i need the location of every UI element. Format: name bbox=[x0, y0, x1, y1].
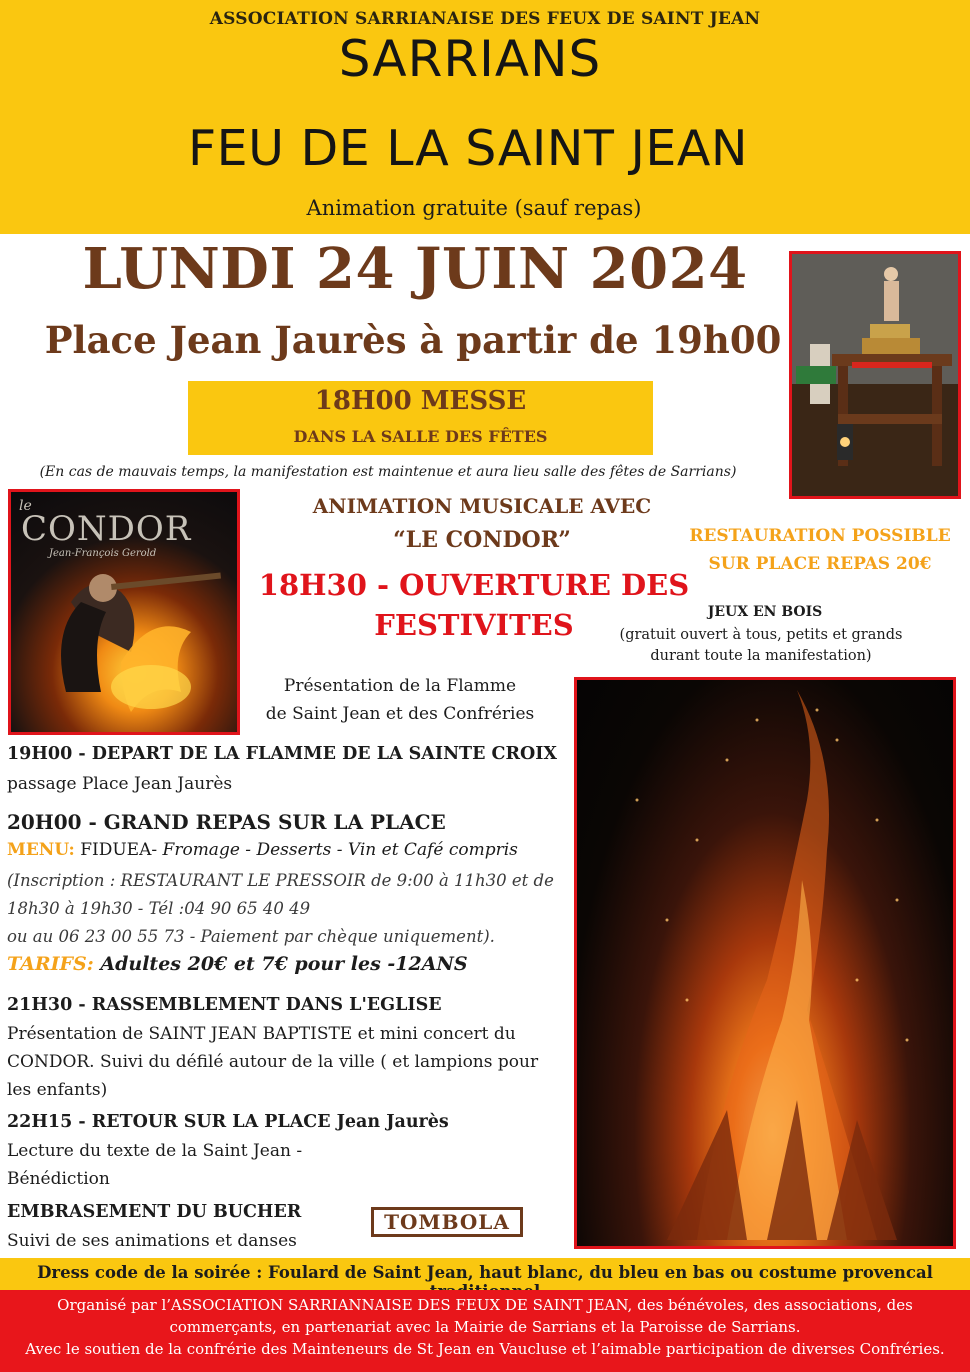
games-line-1: (gratuit ouvert à tous, petits et grands bbox=[619, 627, 903, 643]
bonfire-photo bbox=[574, 677, 956, 1249]
inscription-line-1: (Inscription : RESTAURANT LE PRESSOIR de 9:00 à 11h30 et de bbox=[7, 871, 554, 890]
programme-heading-2130: 21H30 - RASSEMBLEMENT DANS L'EGLISE bbox=[7, 995, 442, 1015]
p4-line-2: Bénédiction bbox=[7, 1169, 110, 1189]
footer-line-1: Organisé par l’ASSOCIATION SARRIANNAISE DES FEUX DE SAINT JEAN, des bénévoles, des associations, des bbox=[57, 1296, 913, 1314]
messe-title: 18H00 MESSE bbox=[314, 386, 527, 416]
event-title: FEU DE LA SAINT JEAN bbox=[187, 120, 749, 177]
tarifs-label: TARIFS: bbox=[7, 953, 94, 975]
condor-illustration bbox=[11, 492, 237, 732]
programme-text-embrasement: Suivi de ses animations et danses bbox=[7, 1231, 297, 1251]
menu-first-item: FIDUEA- bbox=[74, 840, 163, 860]
menu-line bbox=[7, 840, 518, 860]
footer-line-2: commerçants, en partenariat avec la Mairie de Sarrians et la Paroisse de Sarrians. bbox=[169, 1318, 801, 1336]
programme-text-1900: passage Place Jean Jaurès bbox=[7, 774, 233, 794]
inscription-line-3: ou au 06 23 00 55 73 - Paiement par chèque uniquement). bbox=[7, 927, 495, 946]
inscription-note bbox=[7, 867, 567, 951]
menu-rest: Fromage - Desserts - Vin et Café compris bbox=[162, 840, 518, 860]
p3-line-1: Présentation de SAINT JEAN BAPTISTE et mini concert du bbox=[7, 1024, 516, 1044]
flame-line-1: Présentation de la Flamme bbox=[283, 676, 517, 696]
statue-illustration bbox=[792, 254, 958, 496]
footer-line-3: Avec le soutien de la confrérie des Mainteneurs de St Jean en Vaucluse et l’aimable participation de diverses Confréries. bbox=[25, 1340, 945, 1358]
p3-line-2: CONDOR. Suivi du défilé autour de la ville ( et lampions pour bbox=[7, 1052, 539, 1072]
resto-line-2: SUR PLACE REPAS 20€ bbox=[708, 554, 932, 574]
wooden-games-description bbox=[610, 625, 912, 667]
inscription-line-2: 18h30 à 19h30 - Tél :04 90 65 40 49 bbox=[7, 899, 311, 918]
band-name: “LE CONDOR” bbox=[393, 527, 571, 553]
music-animation-title: ANIMATION MUSICALE AVEC bbox=[312, 494, 652, 518]
weather-note: (En cas de mauvais temps, la manifestation est maintenue et aura lieu salle des fêtes de Sarrians) bbox=[39, 464, 737, 480]
programme-heading-2215: 22H15 - RETOUR SUR LA PLACE Jean Jaurès bbox=[7, 1112, 449, 1132]
flame-presentation bbox=[250, 672, 550, 728]
flame-line-2: de Saint Jean et des Confréries bbox=[265, 704, 535, 724]
poster-logo-artist: Jean-François Gerold bbox=[49, 548, 157, 559]
messe-location: DANS LA SALLE DES FÊTES bbox=[293, 427, 548, 446]
programme-heading-2000: 20H00 - GRAND REPAS SUR LA PLACE bbox=[7, 810, 446, 834]
wooden-games-title: JEUX EN BOIS bbox=[707, 604, 823, 620]
p4-line-1: Lecture du texte de la Saint Jean - bbox=[7, 1141, 303, 1161]
tarifs-text: Adultes 20€ et 7€ pour les -12ANS bbox=[93, 953, 468, 975]
restoration-note bbox=[680, 522, 960, 578]
programme-heading-embrasement: EMBRASEMENT DU BUCHER bbox=[7, 1202, 302, 1222]
saint-jean-statue-photo bbox=[789, 251, 961, 499]
event-place: Place Jean Jaurès à partir de 19h00 bbox=[44, 318, 782, 362]
opening-line-2: FESTIVITES bbox=[374, 608, 574, 642]
programme-heading-1900: 19H00 - DEPART DE LA FLAMME DE LA SAINTE CROIX bbox=[7, 744, 557, 764]
tombola-stamp: TOMBOLA bbox=[371, 1207, 523, 1237]
programme-text-2215 bbox=[7, 1137, 337, 1193]
menu-label: MENU: bbox=[7, 840, 75, 860]
p3-line-3: les enfants) bbox=[7, 1080, 108, 1100]
footer-text bbox=[20, 1294, 950, 1360]
resto-line-1: RESTAURATION POSSIBLE bbox=[689, 526, 951, 546]
opening-line-1: 18H30 - OUVERTURE DES bbox=[258, 568, 690, 602]
tarifs-line bbox=[7, 953, 468, 975]
association-name: ASSOCIATION SARRIANAISE DES FEUX DE SAINT JEAN bbox=[209, 9, 761, 29]
games-line-2: durant toute la manifestation) bbox=[650, 648, 872, 664]
programme-text-2130 bbox=[7, 1020, 567, 1104]
le-condor-poster-photo bbox=[8, 489, 240, 735]
dress-code-text: Dress code de la soirée : Foulard de Saint Jean, haut blanc, du bleu en bas ou costume provencal bbox=[37, 1263, 933, 1282]
event-date: LUNDI 24 JUIN 2024 bbox=[82, 236, 748, 302]
town-title: SARRIANS bbox=[338, 30, 602, 88]
free-animation-note: Animation gratuite (sauf repas) bbox=[306, 196, 642, 220]
bonfire-illustration bbox=[577, 680, 953, 1246]
poster-logo-prefix: le bbox=[19, 498, 32, 514]
poster-logo-name: CONDOR bbox=[21, 509, 192, 549]
